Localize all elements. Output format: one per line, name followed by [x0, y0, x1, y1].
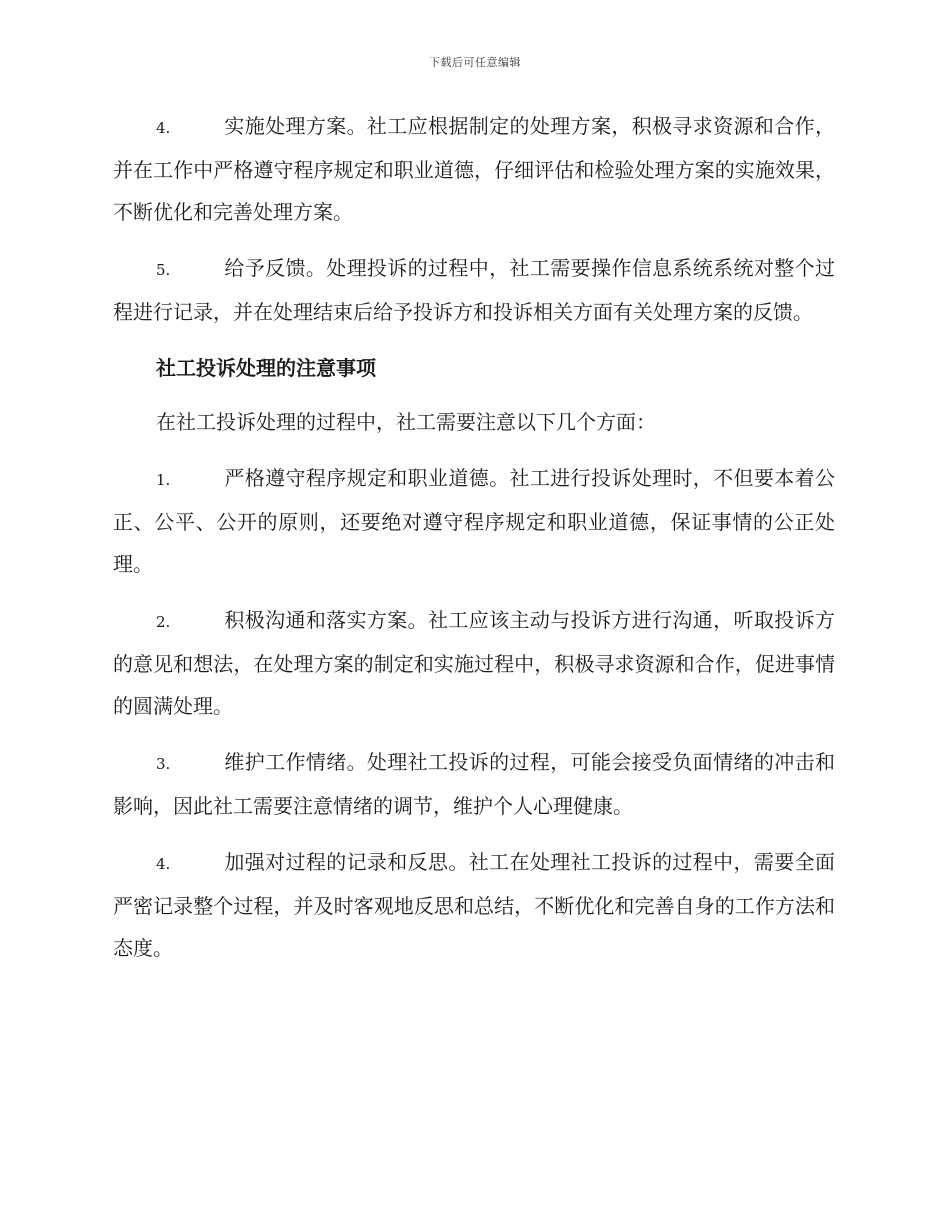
list-item-number: 4.: [156, 119, 171, 137]
list-item-b2: [113, 599, 835, 727]
list-item-text: 积极沟通和落实方案。社工应该主动与投诉方进行沟通，听取投诉方的意见和想法，在处理方案的制定和实施过程中，积极寻求资源和合作，促进事情的圆满处理。: [113, 608, 835, 718]
list-item-number: 3.: [156, 755, 171, 773]
list-item-text: 严格遵守程序规定和职业道德。社工进行投诉处理时，不但要本着公正、公平、公开的原则，还要绝对遵守程序规定和职业道德，保证事情的公正处理。: [113, 466, 835, 576]
list-item-a5: [113, 247, 835, 333]
list-item-text: 加强对过程的记录和反思。社工在处理社工投诉的过程中，需要全面严密记录整个过程，并及时客观地反思和总结，不断优化和完善自身的工作方法和态度。: [113, 850, 835, 960]
list-item-number: 2.: [156, 613, 171, 631]
list-item-text: 维护工作情绪。处理社工投诉的过程，可能会接受负面情绪的冲击和影响，因此社工需要注意情绪的调节，维护个人心理健康。: [113, 750, 835, 818]
section-intro: 在社工投诉处理的过程中，社工需要注意以下几个方面：: [156, 410, 656, 434]
list-item-text: 给予反馈。处理投诉的过程中，社工需要操作信息系统系统对整个过程进行记录，并在处理结束后给予投诉方和投诉相关方面有关处理方案的反馈。: [113, 256, 835, 324]
list-item-b4: [113, 841, 835, 969]
document-body: [113, 105, 835, 983]
list-item-number: 5.: [156, 261, 171, 279]
list-item-b3: [113, 741, 835, 827]
page-header: 下载后可任意编辑: [429, 56, 521, 69]
list-item-b1: [113, 457, 835, 585]
list-item-text: 实施处理方案。社工应根据制定的处理方案，积极寻求资源和合作，并在工作中严格遵守程序规定和职业道德，仔细评估和检验处理方案的实施效果，不断优化和完善处理方案。: [113, 114, 835, 224]
section-heading: 社工投诉处理的注意事项: [156, 356, 376, 380]
list-item-number: 4.: [156, 855, 171, 873]
list-item-a4: [113, 105, 835, 233]
list-item-number: 1.: [156, 471, 171, 489]
